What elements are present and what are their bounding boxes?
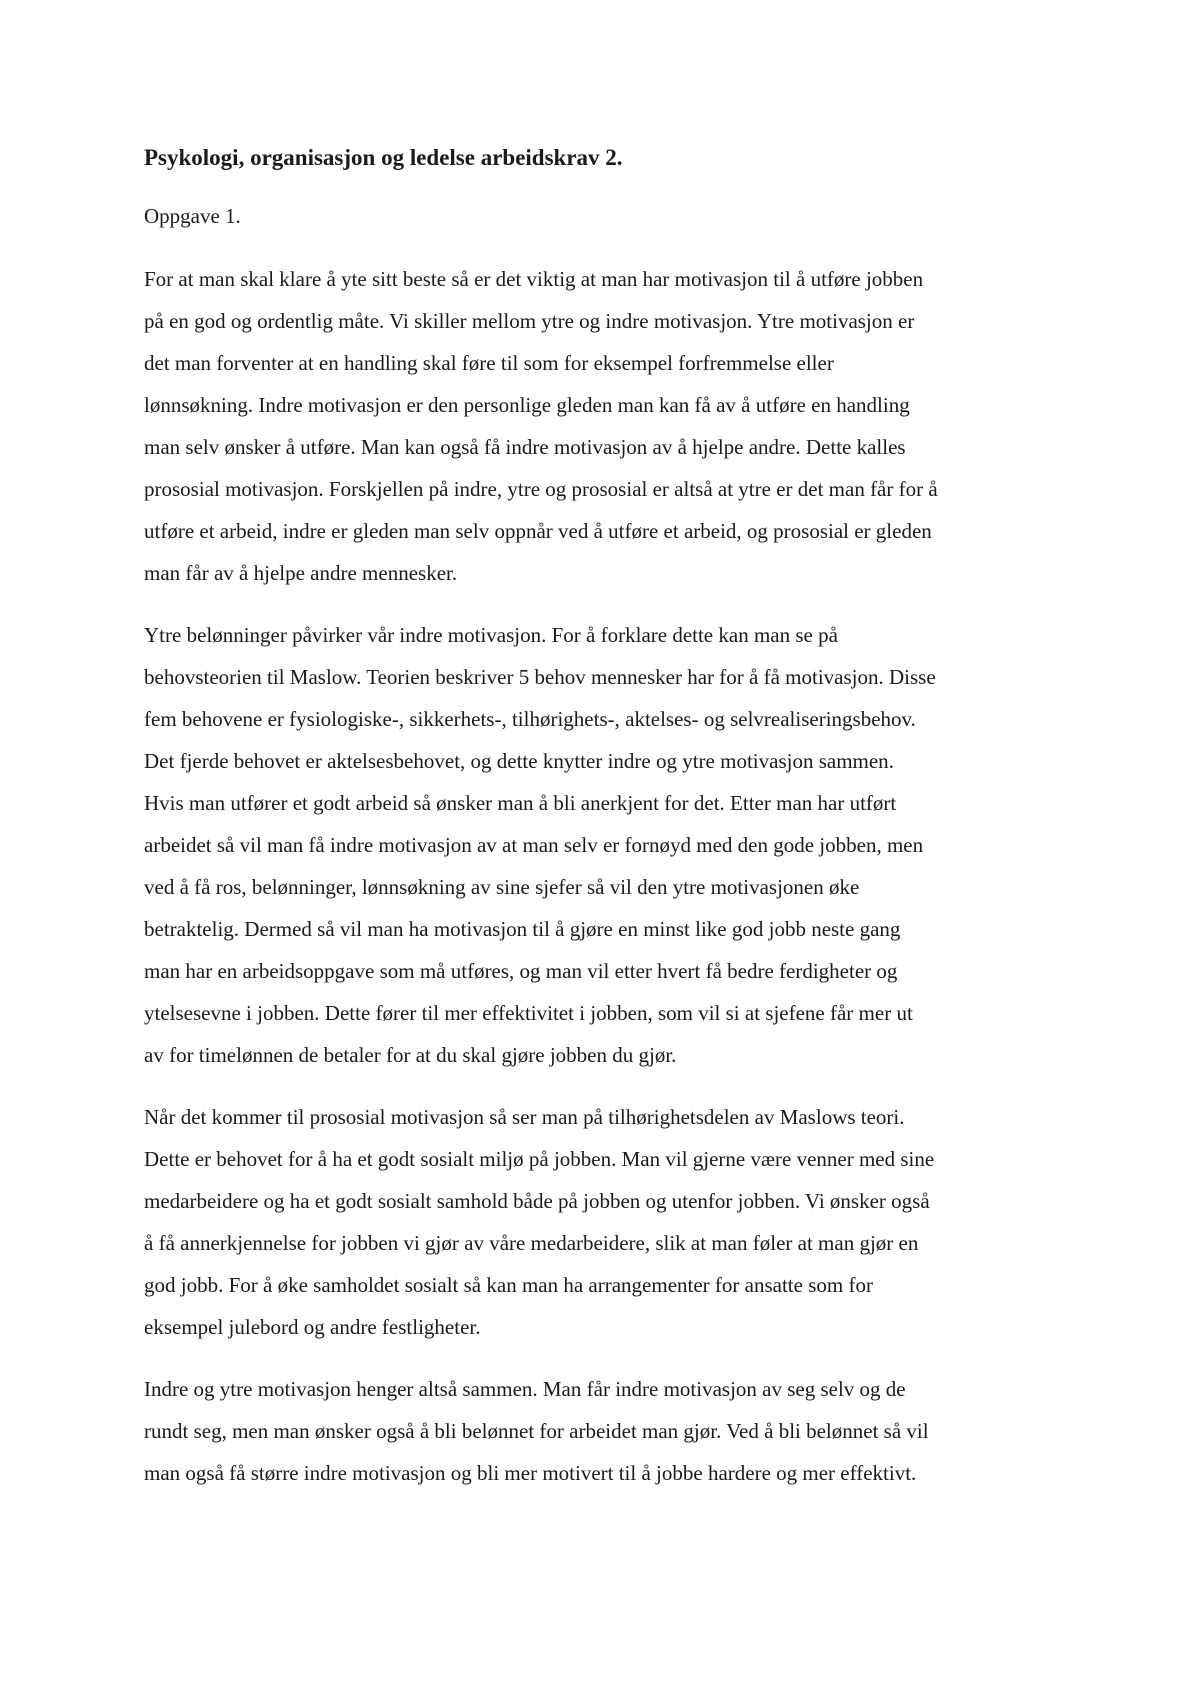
- paragraph-3: [144, 1096, 1074, 1348]
- text-line: Hvis man utfører et godt arbeid så ønsker man å bli anerkjent for det. Etter man har utført: [144, 791, 897, 815]
- text-line: å få annerkjennelse for jobben vi gjør av våre medarbeidere, slik at man føler at man gjør en: [144, 1231, 919, 1255]
- assignment-heading: Oppgave 1.: [144, 204, 241, 228]
- text-line: For at man skal klare å yte sitt beste så er det viktig at man har motivasjon til å utføre jobben: [144, 267, 924, 291]
- text-line: behovsteorien til Maslow. Teorien beskriver 5 behov mennesker har for å få motivasjon. Disse: [144, 665, 936, 689]
- text-line: rundt seg, men man ønsker også å bli belønnet for arbeidet man gjør. Ved å bli belønnet så vil: [144, 1419, 929, 1443]
- text-line: på en god og ordentlig måte. Vi skiller mellom ytre og indre motivasjon. Ytre motivasjon er: [144, 309, 915, 333]
- text-line: Indre og ytre motivasjon henger altså sammen. Man får indre motivasjon av seg selv og de: [144, 1377, 906, 1401]
- text-line: arbeidet så vil man få indre motivasjon av at man selv er fornøyd med den gode jobben, men: [144, 833, 924, 857]
- text-line: man selv ønsker å utføre. Man kan også få indre motivasjon av å hjelpe andre. Dette kalles: [144, 435, 906, 459]
- text-line: medarbeidere og ha et godt sosialt samhold både på jobben og utenfor jobben. Vi ønsker også: [144, 1189, 930, 1213]
- text-line: man får av å hjelpe andre mennesker.: [144, 561, 458, 585]
- text-line: fem behovene er fysiologiske-, sikkerhets-, tilhørighets-, aktelses- og selvrealiseringsbehov.: [144, 707, 916, 731]
- document-title: Psykologi, organisasjon og ledelse arbeidskrav 2.: [144, 145, 623, 170]
- text-line: ved å få ros, belønninger, lønnsøkning av sine sjefer så vil den ytre motivasjonen øke: [144, 875, 860, 899]
- paragraph-4: [144, 1368, 1074, 1494]
- text-line: betraktelig. Dermed så vil man ha motivasjon til å gjøre en minst like god jobb neste gang: [144, 917, 901, 941]
- text-line: Ytre belønninger påvirker vår indre motivasjon. For å forklare dette kan man se på: [144, 623, 838, 647]
- text-line: prososial motivasjon. Forskjellen på indre, ytre og prososial er altså at ytre er det man får for å: [144, 477, 938, 501]
- text-line: man har en arbeidsoppgave som må utføres, og man vil etter hvert få bedre ferdigheter og: [144, 959, 898, 983]
- text-line: utføre et arbeid, indre er gleden man selv oppnår ved å utføre et arbeid, og prososial er gleden: [144, 519, 932, 543]
- text-line: lønnsøkning. Indre motivasjon er den personlige gleden man kan få av å utføre en handling: [144, 393, 910, 417]
- text-line: god jobb. For å øke samholdet sosialt så kan man ha arrangementer for ansatte som for: [144, 1273, 873, 1297]
- text-line: Når det kommer til prososial motivasjon så ser man på tilhørighetsdelen av Maslows teori.: [144, 1105, 905, 1129]
- text-line: av for timelønnen de betaler for at du skal gjøre jobben du gjør.: [144, 1043, 677, 1067]
- text-line: ytelsesevne i jobben. Dette fører til mer effektivitet i jobben, som vil si at sjefene får mer ut: [144, 1001, 913, 1025]
- document-page: [144, 142, 1074, 1514]
- paragraph-1: [144, 258, 1074, 594]
- text-line: man også få større indre motivasjon og bli mer motivert til å jobbe hardere og mer effektivt.: [144, 1461, 917, 1485]
- text-line: Det fjerde behovet er aktelsesbehovet, og dette knytter indre og ytre motivasjon sammen.: [144, 749, 894, 773]
- text-line: det man forventer at en handling skal føre til som for eksempel forfremmelse eller: [144, 351, 834, 375]
- paragraph-2: [144, 614, 1074, 1076]
- text-line: Dette er behovet for å ha et godt sosialt miljø på jobben. Man vil gjerne være venner med sine: [144, 1147, 935, 1171]
- text-line: eksempel julebord og andre festligheter.: [144, 1315, 481, 1339]
